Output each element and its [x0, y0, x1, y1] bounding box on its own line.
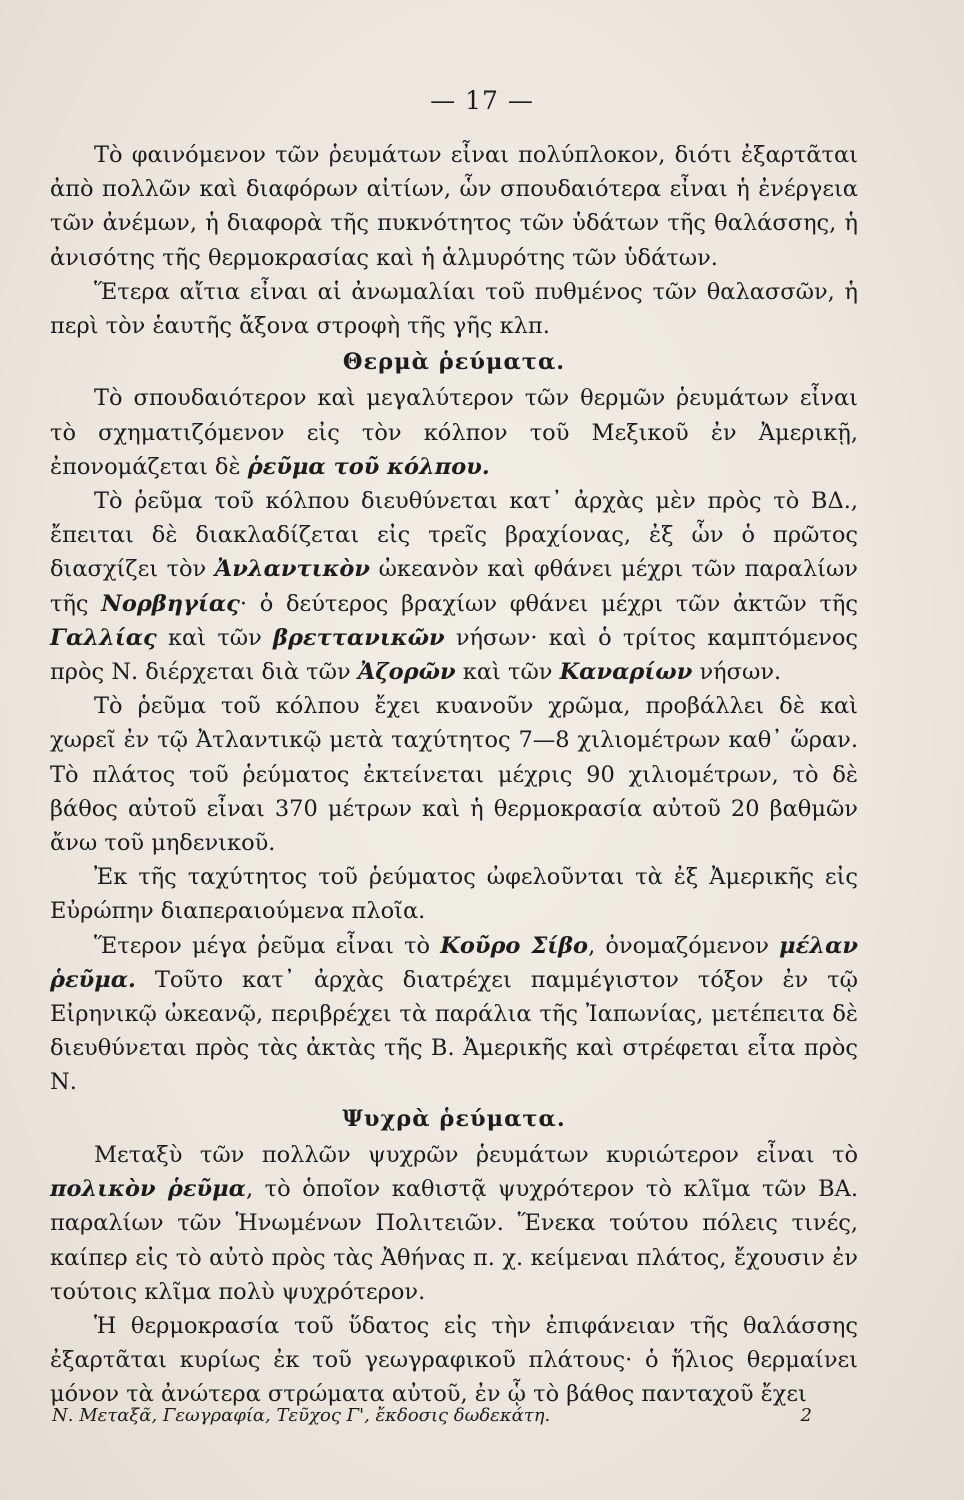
- emphasis: Ἀζορῶν: [357, 659, 456, 686]
- body-text: [50, 138, 858, 1412]
- page-footer: [52, 1405, 812, 1426]
- section-heading-cold-currents: Ψυχρὰ ῥεύματα.: [342, 1105, 566, 1132]
- emphasis: Καναρίων: [559, 659, 693, 686]
- emphasis: Κοῦρο Σίβο: [440, 932, 589, 959]
- paragraph: Ἕτερον μέγα ῥεῦμα εἶναι τὸ Κοῦρο Σίβο, ὀνομαζόμενον μέλαν ῥεῦμα. Τοῦτο κατ᾽ ἀρχὰς διατρέχει παμμέγιστον τόξον ἐν τῷ Εἰρηνικῷ ὠκεανῷ, περιβρέχει τὰ παράλια τῆς Ἰαπωνίας, μετέπειτα δὲ διευθύνεται πρὸς τὰς ἀκτὰς τῆς Β. Ἀμερικῆς καὶ στρέφεται εἶτα πρὸς Ν.: [50, 932, 858, 1096]
- paragraph: Τὸ σπουδαιότερον καὶ μεγαλύτερον τῶν θερμῶν ῥευμάτων εἶναι τὸ σχηματιζόμενον εἰς τὸν κόλπον τοῦ Μεξικοῦ ἐν Ἀμερικῇ, ἐπονομάζεται δὲ ῥεῦμα τοῦ κόλπου.: [50, 385, 858, 480]
- emphasis: Γαλλίας: [50, 624, 157, 651]
- paragraph: Τὸ φαινόμενον τῶν ῥευμάτων εἶναι πολύπλοκον, διότι ἐξαρτᾶται ἀπὸ πολλῶν καὶ διαφόρων αἰτίων, ὧν σπουδαιότερα εἶναι ἡ ἐνέργεια τῶν ἀνέμων, ἡ διαφορὰ τῆς πυκνότητος τῶν ὑδάτων τῆς θαλάσσης, ἡ ἀνισότης τῆς θερμοκρασίας καὶ ἡ ἁλμυρότης τῶν ὑδάτων.: [50, 142, 858, 271]
- paragraph: Ἕτερα αἴτια εἶναι αἱ ἀνωμαλίαι τοῦ πυθμένος τῶν θαλασσῶν, ἡ περὶ τὸν ἑαυτῆς ἄξονα στροφὴ τῆς γῆς κλπ.: [50, 278, 858, 340]
- paragraph: Τὸ ῥεῦμα τοῦ κόλπου διευθύνεται κατ᾽ ἀρχὰς μὲν πρὸς τὸ ΒΔ., ἔπειται δὲ διακλαδίζεται εἰς τρεῖς βραχίονας, ἐξ ὧν ὁ πρῶτος διασχίζει τὸν Ἀνλαντικὸν ὠκεανὸν καὶ φθάνει μέχρι τῶν παραλίων τῆς Νορβηγίας· ὁ δεύτερος βραχίων φθάνει μέχρι τῶν ἀκτῶν τῆς Γαλλίας καὶ τῶν βρεττανικῶν νήσων· καὶ ὁ τρίτος καμπτόμενος πρὸς Ν. διέρχεται διὰ τῶν Ἀζορῶν καὶ τῶν Καναρίων νήσων.: [50, 488, 859, 686]
- emphasis: μέλαν ῥεῦμα.: [50, 932, 858, 993]
- section-heading-warm-currents: Θερμὰ ῥεύματα.: [342, 349, 566, 376]
- emphasis: βρεττανικῶν: [273, 624, 445, 651]
- paragraph: Τὸ ῥεῦμα τοῦ κόλπου ἔχει κυανοῦν χρῶμα, προβάλλει δὲ καὶ χωρεῖ ἐν τῷ Ἀτλαντικῷ μετὰ ταχύτητος 7—8 χιλιομέτρων καθ᾽ ὥραν. Τὸ πλάτος τοῦ ῥεύματος ἐκτείνεται μέχρις 90 χιλιομέτρων, τὸ δὲ βάθος αὐτοῦ εἶναι 370 μέτρων καὶ ἡ θερμοκρασία αὐτοῦ 20 βαθμῶν ἄνω τοῦ μηδενικοῦ.: [50, 693, 858, 857]
- emphasis: Νορβηγίας: [101, 590, 240, 617]
- emphasis: ῥεῦμα τοῦ κόλπου.: [247, 453, 490, 480]
- signature-mark: 2: [800, 1405, 812, 1426]
- emphasis: πολικὸν ῥεῦμα: [50, 1176, 246, 1203]
- page-number: — 17 —: [430, 86, 534, 115]
- emphasis: Ἀνλαντικὸν: [214, 556, 371, 583]
- paragraph: Ἐκ τῆς ταχύτητος τοῦ ῥεύματος ὠφελοῦνται τὰ ἐξ Ἀμερικῆς εἰς Εὐρώπην διαπεραιούμενα πλοῖα.: [50, 864, 858, 925]
- paragraph: Μεταξὺ τῶν πολλῶν ψυχρῶν ῥευμάτων κυριώτερον εἶναι τὸ πολικὸν ῥεῦμα, τὸ ὁποῖον καθιστᾷ ψυχρότερον τὸ κλῖμα τῶν ΒΑ. παραλίων τῶν Ἡνωμένων Πολιτειῶν. Ἕνεκα τούτου πόλεις τινές, καίπερ εἰς τὸ αὐτὸ πρὸς τὰς Ἀθήνας π. χ. κείμεναι πλάτος, ἔχουσιν ἐν τούτοις κλῖμα πολὺ ψυχρότερον.: [50, 1141, 858, 1305]
- footer-citation: Ν. Μεταξᾶ, Γεωγραφία, Τεῦχος Γ', ἔκδοσις δωδεκάτη.: [52, 1405, 551, 1426]
- paragraph: Ἡ θερμοκρασία τοῦ ὕδατος εἰς τὴν ἐπιφάνειαν τῆς θαλάσσης ἐξαρτᾶται κυρίως ἐκ τοῦ γεωγραφικοῦ πλάτους· ὁ ἥλιος θερμαίνει μόνον τὰ ἀνώτερα στρώματα αὐτοῦ, ἐν ᾧ τὸ βάθος πανταχοῦ ἔχει: [50, 1312, 858, 1408]
